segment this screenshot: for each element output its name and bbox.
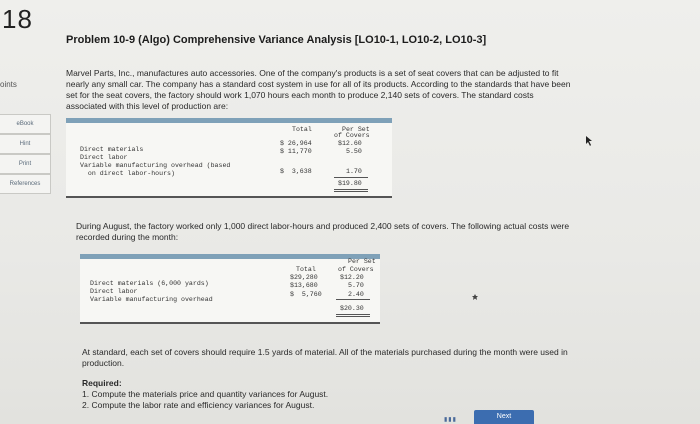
- sidebar-item-print[interactable]: [0, 154, 51, 174]
- required-item: 1. Compute the materials price and quantity variances for August.: [82, 389, 329, 399]
- double-rule-2: [334, 191, 368, 192]
- row-per: $12.20: [340, 274, 364, 281]
- pagination-dots-icon[interactable]: ▮▮▮: [444, 417, 457, 423]
- sidebar-item-label: Hint: [19, 141, 31, 147]
- row-total: $ 11,770: [280, 148, 312, 155]
- middle-line: During August, the factory worked only 1,000 direct labor-hours and produced 2,400 sets of covers. The following actual costs were: [76, 221, 570, 231]
- row-total-per: $20.30: [340, 305, 364, 312]
- sidebar-item-label: Print: [18, 161, 32, 167]
- col-header-total: Total: [296, 266, 316, 273]
- standard-line: At standard, each set of covers should require 1.5 yards of material. All of the materials purchased during the month were used in: [82, 347, 568, 357]
- intro-line: nearly any small car. The company has a standard cost system in use for all of its products. According to the standards that have been: [66, 79, 571, 89]
- table-bottom-bar: [80, 322, 380, 324]
- row-label: Variable manufacturing overhead (based: [80, 162, 231, 169]
- points-label: [0, 80, 17, 89]
- intro-paragraph: [66, 68, 666, 112]
- sidebar-item-ebook[interactable]: [0, 114, 51, 134]
- col-header-total: Total: [292, 126, 312, 133]
- required-heading: Required:: [82, 378, 122, 388]
- row-label: on direct labor-hours): [80, 170, 175, 177]
- table-header-bar: [66, 118, 392, 123]
- intro-line: set for the seat covers, the factory should work 1,070 hours each month to produce 2,140 sets of covers. The standard costs: [66, 90, 534, 100]
- intro-line: associated with this level of production are:: [66, 101, 229, 111]
- row-total: $ 26,964: [280, 140, 312, 147]
- row-label: Direct materials: [80, 146, 144, 153]
- star-icon: [472, 294, 478, 300]
- sidebar-item-references[interactable]: [0, 174, 51, 194]
- double-rule-1: [334, 189, 368, 190]
- row-per: 5.50: [346, 148, 362, 155]
- table-bottom-bar: [66, 196, 392, 198]
- row-label: Direct labor: [90, 288, 138, 295]
- intro-line: Marvel Parts, Inc., manufactures auto accessories. One of the company's products is a set of seat covers that can be adjusted to fit: [66, 68, 559, 78]
- standard-line: production.: [82, 358, 125, 368]
- row-label: Direct labor: [80, 154, 128, 161]
- middle-line: recorded during the month:: [76, 232, 179, 242]
- col-header-of-covers: of Covers: [338, 266, 374, 273]
- standard-cost-table: [66, 118, 658, 198]
- col-header-per-set: Per Set: [348, 258, 376, 265]
- row-total: $29,280: [290, 274, 318, 281]
- points-text: oints: [0, 80, 17, 89]
- double-rule-1: [336, 314, 370, 315]
- row-label: Variable manufacturing overhead: [90, 296, 213, 303]
- cursor-icon: [586, 136, 594, 146]
- total-rule: [334, 177, 368, 178]
- total-rule: [336, 299, 370, 300]
- standard-paragraph: [82, 347, 682, 369]
- sidebar-item-label: References: [9, 181, 41, 187]
- problem-title: Problem 10-9 (Algo) Comprehensive Variance Analysis [LO10-1, LO10-2, LO10-3]: [66, 34, 487, 46]
- actual-cost-table: [80, 252, 380, 332]
- required-item: 2. Compute the labor rate and efficiency variances for August.: [82, 400, 315, 410]
- row-per: $12.60: [338, 140, 362, 147]
- row-total: $13,680: [290, 282, 318, 289]
- question-number: 18: [2, 4, 33, 34]
- row-per: 5.70: [348, 282, 364, 289]
- row-total-per: $19.80: [338, 180, 362, 187]
- row-total: $ 3,638: [280, 168, 312, 175]
- middle-paragraph: [76, 221, 676, 243]
- table-header-bar: [80, 254, 380, 259]
- next-button[interactable]: Next: [474, 410, 534, 424]
- col-header-of-covers: of Covers: [334, 132, 370, 139]
- row-per: 2.40: [348, 291, 364, 298]
- col-header-per-set: Per Set: [342, 126, 370, 133]
- sidebar-item-label: eBook: [16, 121, 34, 127]
- row-per: 1.70: [346, 168, 362, 175]
- row-total: $ 5,760: [290, 291, 322, 298]
- required-section: [82, 378, 682, 411]
- double-rule-2: [336, 316, 370, 317]
- sidebar: [0, 60, 54, 424]
- sidebar-item-hint[interactable]: [0, 134, 51, 154]
- row-label: Direct materials (6,000 yards): [90, 280, 209, 287]
